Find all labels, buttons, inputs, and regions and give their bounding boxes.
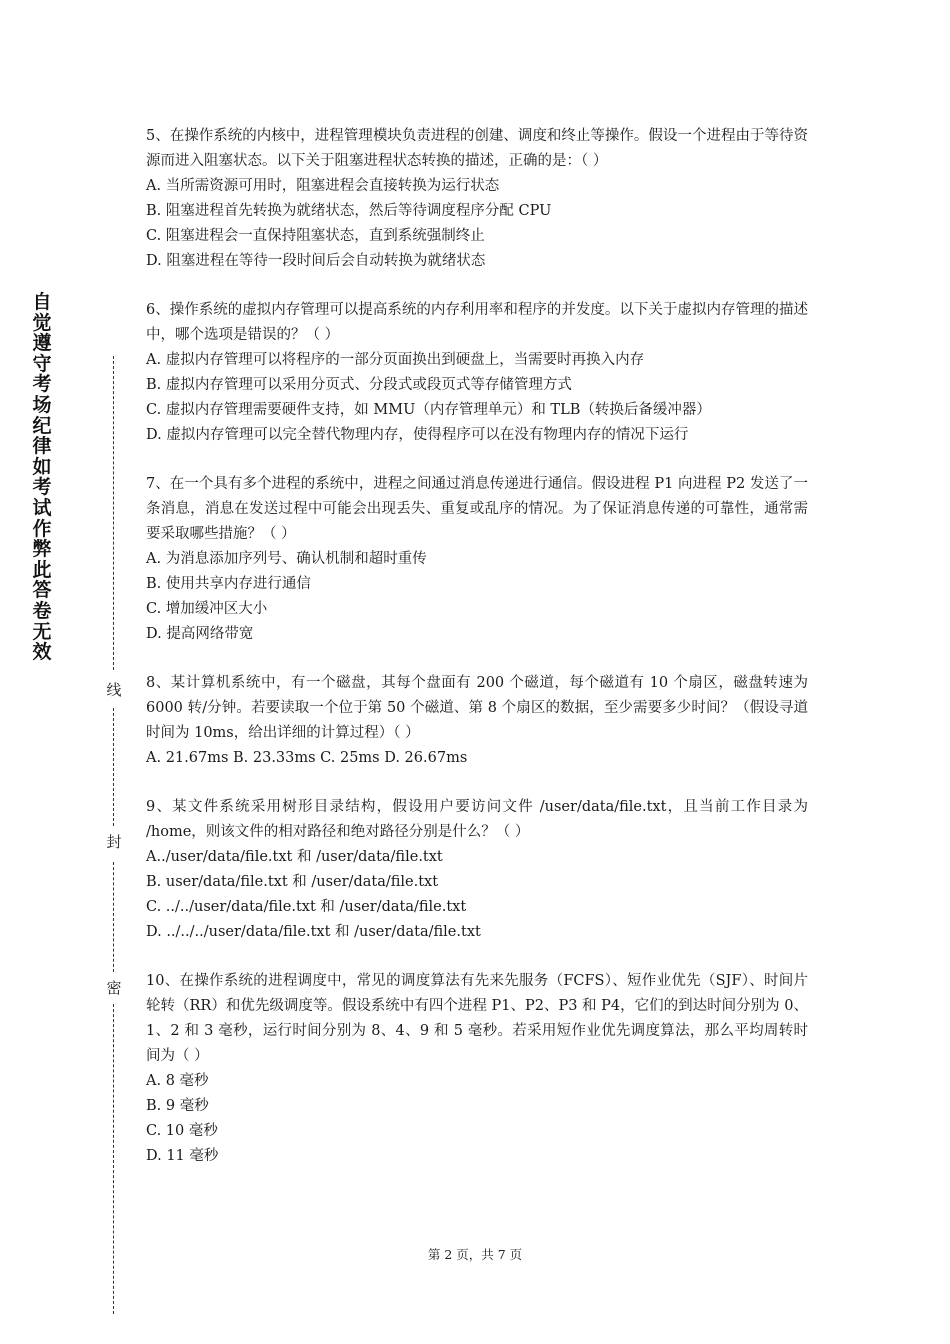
option-d: D. ../../../user/data/file.txt 和 /user/data/file.txt xyxy=(146,924,481,940)
question-6 xyxy=(146,298,808,448)
exam-discipline-notice: 自觉遵守考场纪律如考试作弊此答卷无效 xyxy=(32,291,52,664)
page-number: 第 2 页，共 7 页 xyxy=(427,1247,523,1262)
option-b: B. user/data/file.txt 和 /user/data/file.txt xyxy=(146,874,439,890)
option-d: D. 阻塞进程在等待一段时间后会自动转换为就绪状态 xyxy=(146,253,486,269)
option-a: A. 虚拟内存管理可以将程序的一部分页面换出到硬盘上，当需要时再换入内存 xyxy=(146,352,645,368)
question-9 xyxy=(146,795,808,945)
option-d: D. 虚拟内存管理可以完全替代物理内存，使得程序可以在没有物理内存的情况下运行 xyxy=(146,427,689,443)
question-7 xyxy=(146,472,808,647)
question-stem: 8、某计算机系统中，有一个磁盘，其每个盘面有 200 个磁道，每个磁道有 10 个扇区，磁盘转速为 6000 转/分钟。若要读取一个位于第 50 个磁道、第 8 个扇区的数据，至少需要多少时间？（假设寻道时间为 10ms，给出详细的计算过程）（ ） xyxy=(146,675,808,741)
option-c: C. 10 毫秒 xyxy=(146,1123,218,1139)
question-5 xyxy=(146,124,808,274)
question-stem: 9、某文件系统采用树形目录结构，假设用户要访问文件 /user/data/file.txt，且当前工作目录为 /home，则该文件的相对路径和绝对路径分别是什么？（ ） xyxy=(146,799,808,840)
option-b: B. 阻塞进程首先转换为就绪状态，然后等待调度程序分配 CPU xyxy=(146,203,552,219)
binding-mark-line: 线 xyxy=(104,680,124,700)
question-stem: 7、在一个具有多个进程的系统中，进程之间通过消息传递进行通信。假设进程 P1 向进程 P2 发送了一条消息，消息在发送过程中可能会出现丢失、重复或乱序的情况。为了保证消息传递的可靠性，通常需要采取哪些措施？（ ） xyxy=(146,476,808,542)
question-list xyxy=(146,124,808,1193)
question-stem: 5、在操作系统的内核中，进程管理模块负责进程的创建、调度和终止等操作。假设一个进程由于等待资源而进入阻塞状态。以下关于阻塞进程状态转换的描述，正确的是：（ ） xyxy=(146,128,808,169)
question-10 xyxy=(146,969,808,1169)
option-b: B. 使用共享内存进行通信 xyxy=(146,576,311,592)
binding-dashed-line xyxy=(113,1004,114,1314)
binding-dashed-line xyxy=(113,356,114,670)
option-a: A. 当所需资源可用时，阻塞进程会直接转换为运行状态 xyxy=(146,178,500,194)
option-b: B. 9 毫秒 xyxy=(146,1098,209,1114)
option-b: B. 虚拟内存管理可以采用分页式、分段式或段页式等存储管理方式 xyxy=(146,377,572,393)
option-c: C. 阻塞进程会一直保持阻塞状态，直到系统强制终止 xyxy=(146,228,485,244)
option-d: D. 提高网络带宽 xyxy=(146,626,254,642)
binding-mark-seal: 封 xyxy=(104,832,124,852)
binding-mark-close: 密 xyxy=(104,978,124,998)
binding-dashed-line xyxy=(113,708,114,826)
option-c: C. ../../user/data/file.txt 和 /user/data/file.txt xyxy=(146,899,467,915)
option-c: C. 增加缓冲区大小 xyxy=(146,601,268,617)
option-a: A. 为消息添加序列号、确认机制和超时重传 xyxy=(146,551,427,567)
question-8 xyxy=(146,671,808,771)
option-a: A. 8 毫秒 xyxy=(146,1073,209,1089)
option-c: C. 虚拟内存管理需要硬件支持，如 MMU（内存管理单元）和 TLB（转换后备缓冲器） xyxy=(146,402,711,418)
question-stem: 10、在操作系统的进程调度中，常见的调度算法有先来先服务（FCFS）、短作业优先（SJF）、时间片轮转（RR）和优先级调度等。假设系统中有四个进程 P1、P2、P3 和 P4，它们的到达时间分别为 0、1、2 和 3 毫秒，运行时间分别为 8、4、9 和 5 毫秒。若采用短作业优先调度算法，那么平均周转时间为（ ） xyxy=(146,973,808,1064)
question-stem: 6、操作系统的虚拟内存管理可以提高系统的内存利用率和程序的并发度。以下关于虚拟内存管理的描述中，哪个选项是错误的？（ ） xyxy=(146,302,808,343)
options-inline: A. 21.67ms B. 23.33ms C. 25ms D. 26.67ms xyxy=(146,750,468,766)
binding-dashed-line xyxy=(113,862,114,972)
option-d: D. 11 毫秒 xyxy=(146,1148,219,1164)
option-a: A../user/data/file.txt 和 /user/data/file.txt xyxy=(146,849,443,865)
